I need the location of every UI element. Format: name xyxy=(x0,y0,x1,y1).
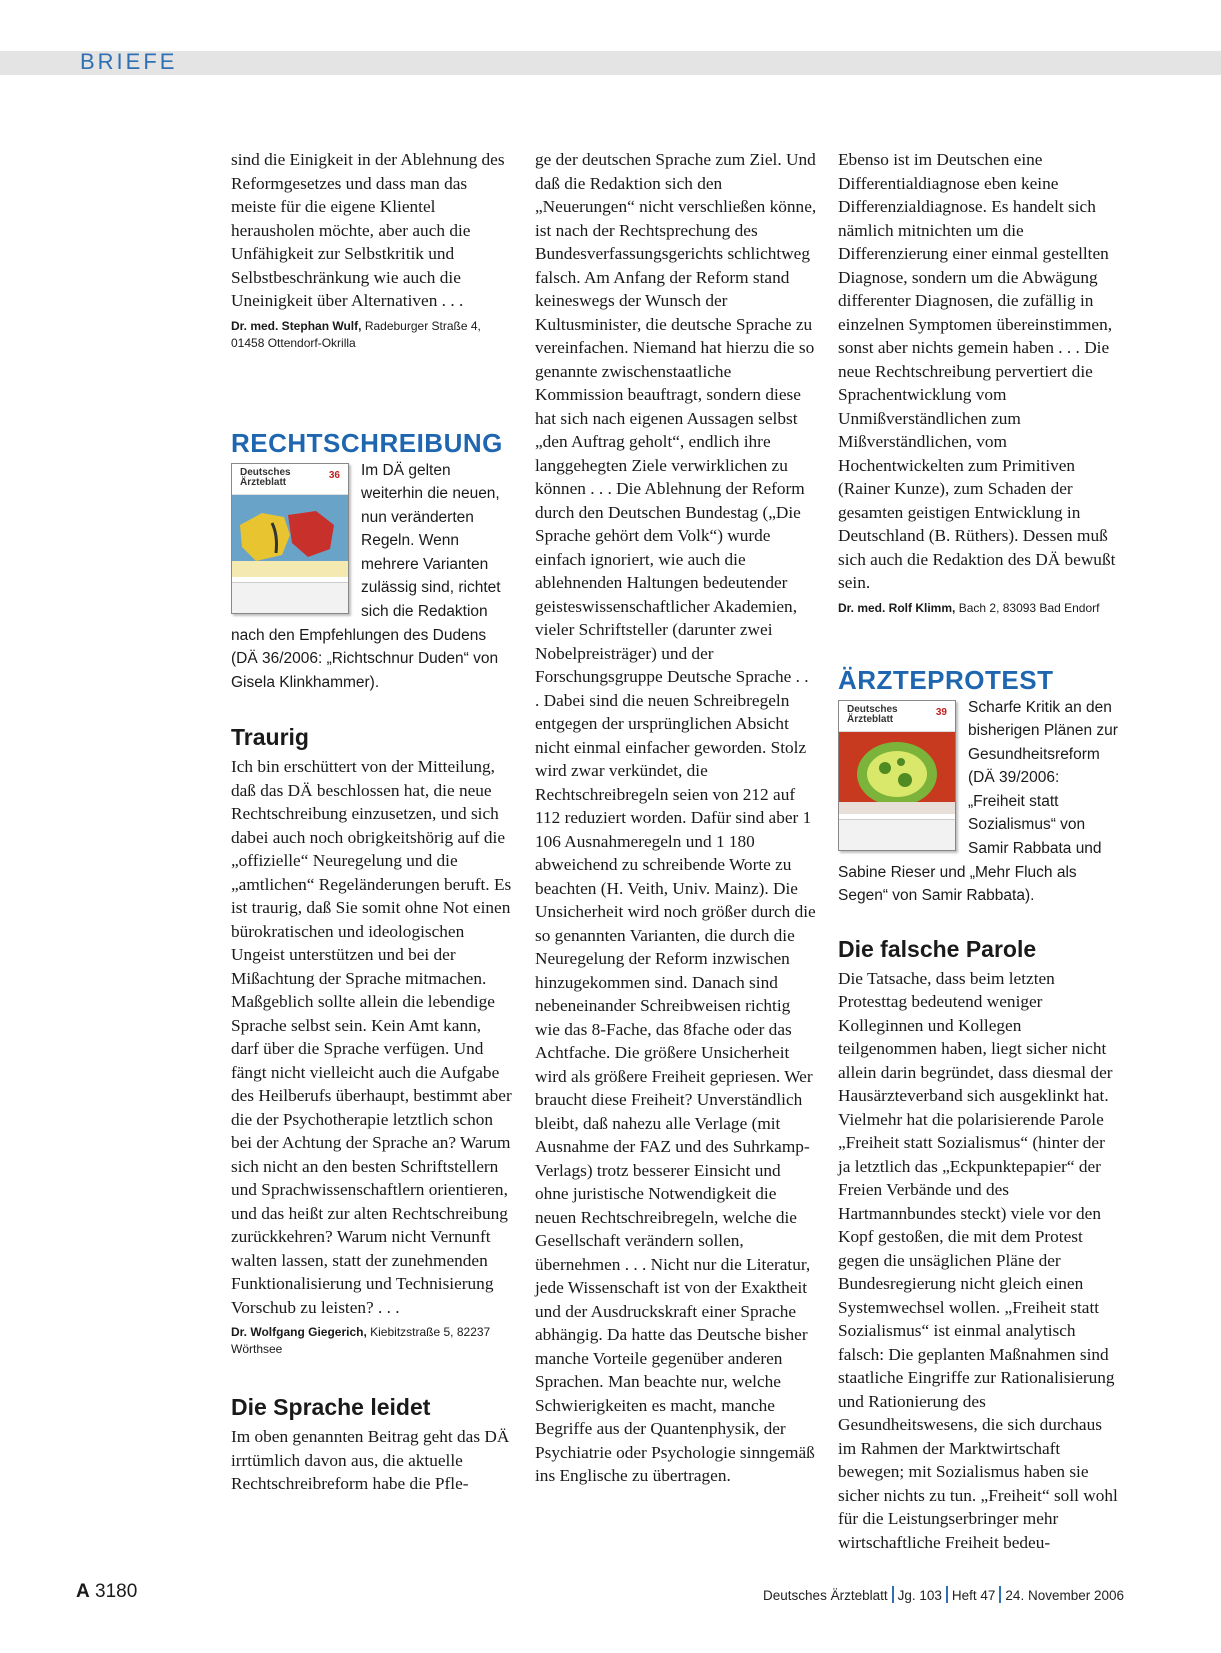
signature-address: Kiebitzstraße 5, 82237 Wörthsee xyxy=(231,1325,491,1357)
header-bar xyxy=(0,51,1221,75)
section-label: BRIEFE xyxy=(80,49,178,74)
column-2 xyxy=(535,148,817,1488)
letter-body-continuation: Ebenso ist im Deutschen eine Differentialdiagnose eben keine Differenzialdiagnose. Es handelt sich nämlich mitnichten um die Differenzierung einer einmal gestellten Diagnose, sondern um die Abwägung differenter Diagnosen, die zufällig in einzelnen Symptomen übereinstimmen, sonst aber nichts gemein haben . . . Die neue Rechtschreibung pervertiert die Sprachentwicklung vom Unmißverständlichen zum Mißverständlichen, vom Hochentwickelten zum Primitiven (Rainer Kunze), zum Schaden der gesamten geistigen Entwicklung in Deutschland (B. Rüthers). Dessen muß sich auch die Redaktion des DÄ bewußt sein. xyxy=(838,150,1116,592)
signature-name: Dr. med. Rolf Klimm, xyxy=(838,600,956,615)
journal-volume: Jg. 103 xyxy=(897,1588,942,1603)
journal-issue: Heft 47 xyxy=(951,1588,996,1603)
magazine-cover-thumbnail xyxy=(231,463,349,614)
letter-body-start: Im oben genannten Beitrag geht das DÄ irrtümlich davon aus, die aktuelle Rechtschreibreform habe die Pfle- xyxy=(231,1427,510,1494)
signature-klimm xyxy=(838,600,1120,617)
page-number-value: 3180 xyxy=(95,1581,138,1602)
headline-traurig: Traurig xyxy=(231,724,309,751)
rubric-rechtschreibung: RECHTSCHREIBUNG xyxy=(231,427,503,458)
intro-text: Scharfe Kritik an den bisherigen Plänen zur Gesundheitsreform (DÄ 39/2006: „Freiheit statt Sozialismus“ von Samir Rabbata und Sabine Rieser und „Mehr Fluch als Segen“ von Samir Rabbata). xyxy=(838,698,1118,905)
cover-title: Deutsches Ärzteblatt xyxy=(240,466,291,488)
headline-falsche-parole: Die falsche Parole xyxy=(838,935,1037,962)
signature-address: Bach 2, 83093 Bad Endorf xyxy=(958,600,1100,615)
page-number xyxy=(76,1581,137,1603)
intro-block xyxy=(838,696,1120,908)
cover-cell-image xyxy=(839,732,955,814)
cover-map-image xyxy=(232,495,348,577)
signature-giegerich xyxy=(231,1324,513,1358)
letter-body-continuation: ge der deutschen Sprache zum Ziel. Und daß die Redaktion sich den „Neuerungen“ nicht verschließen könne, ist nach der Rechtsprechung des Bundesverfassungsgerichts schlichtweg falsch. Am Anfang der Reform stand keineswegs der Wunsch der Kultusminister, die deutsche Sprache zu vereinfachen. Niemand hat hierzu die so genannte zwischenstaatliche Kommission beauftragt, sondern diese hat sich nach eigenen Aussagen selbst „den Auftrag geholt“, endlich ihre langgehegten Ziele verwirklichen zu können . . . Die Ablehnung der Reform durch den Deutschen Bundestag („Die Sprache gehört dem Volk“) wurde einfach ignoriert, wie auch die ablehnenden Haltungen bedeutender geisteswissenschaftlicher Akademien, vieler Schriftsteller (darunter zwei Nobelpreisträger) und der Forschungsgruppe Deutsche Sprache . . . Dabei sind die neuen Schreibregeln entgegen der ursprünglichen Absicht nicht einmal einfacher geworden. Stolz wird zwar verkündet, die Rechtschreibregeln seien von 212 auf 112 reduziert worden. Dafür sind aber 1 106 Ausnahmeregeln und 1 180 abweichend zu schreibende Worte zu beachten (H. Veith, Univ. Mainz). Die Unsicherheit wird noch größer durch die so genannten Varianten, die durch die Neuregelung der Reform inzwischen hinzugekommen sind. Danach sind nebeneinander Schreibweisen richtig wie das 8-Fache, das 8fache oder das Achtfache. Die größere Unsicherheit wird als größere Freiheit gepriesen. Wer braucht diese Freiheit? Unverständlich bleibt, daß nahezu alle Verlage (mit Ausnahme der FAZ und des Suhrkamp-Verlags) trotz besserer Einsicht und ohne juristische Notwendigkeit die neuen Rechtschreibregeln, welche die Gesellschaft verändern sollen, übernehmen . . . Nicht nur die Literatur, jede Wissenschaft ist von der Exaktheit und der Ausdruckskraft einer Sprache abhängig. Da hatte das Deutsche bisher manche Vorteile gegenüber anderen Sprachen. Man beachte nur, welche Schwierigkeiten es macht, manche Begriffe aus der Quantenphysik, der Psychiatrie oder Psychologie sinngemäß ins Englische zu übertragen. xyxy=(535,150,817,1485)
signature-wulf xyxy=(231,318,513,352)
separator xyxy=(892,1586,894,1603)
column-1 xyxy=(231,148,513,1496)
cover-title: Deutsches Ärzteblatt xyxy=(847,703,898,725)
signature-name: Dr. med. Stephan Wulf, xyxy=(231,318,362,333)
cover-issue: 39 xyxy=(935,706,947,718)
intro-block xyxy=(231,459,513,695)
cover-issue: 36 xyxy=(328,469,340,481)
rubric-aerzteprotest: ÄRZTEPROTEST xyxy=(838,664,1054,695)
separator xyxy=(999,1586,1001,1603)
signature-name: Dr. Wolfgang Giegerich, xyxy=(231,1325,367,1340)
journal-name: Deutsches Ärzteblatt xyxy=(763,1588,888,1603)
letter-body: Die Tatsache, dass beim letzten Protesttag bedeutend weniger Kolleginnen und Kollegen teilgenommen haben, liegt sicher nicht allein darin begründet, dass diesmal der Hausärzteverband sich ausgeklinkt hat. Vielmehr hat die polarisierende Parole „Freiheit statt Sozialismus“ (hinter der ja letztlich das „Eckpunktepapier“ der Freien Verbände und des Hartmannbundes steckt) viele vor den Kopf gestoßen, die mit dem Protest gegen die unsäglichen Pläne der Bundesregierung nicht gleich einen Systemwechsel wollen. „Freiheit statt Sozialismus“ ist einmal analytisch falsch: Die geplanten Maßnahmen sind staatliche Eingriffe zur Rationalisierung und Rationierung des Gesundheitswesens, die sich durchaus im Rahmen der Marktwirtschaft bewegen; mit Sozialismus haben sie sicher nichts zu tun. „Freiheit“ soll wohl für die Leistungserbringer mehr wirtschaftliche Freiheit bedeu- xyxy=(838,968,1118,1552)
journal-citation xyxy=(763,1586,1124,1603)
column-3 xyxy=(838,148,1120,1554)
letter-body: Ich bin erschüttert von der Mitteilung, daß das DÄ beschlossen hat, die neue Rechtschreibung einzusetzen, und sich dabei auch noch obrigkeitshörig auf die „offizielle“ Neuregelung und die „amtlichen“ Regeländerungen beruft. Es ist traurig, daß Sie somit ohne Not einen bürokratischen und ideologischen Ungeist unterstützen und bei der Mißachtung der Sprache mitmachen. Maßgeblich sollte allein die lebendige Sprache selbst sein. Kein Amt kann, darf über die Sprache verfügen. Und fängt nicht vielleicht auch die Aufgabe des Heilberufs überhaupt, bestimmt aber die der Psychotherapie letztlich schon bei der Achtung der Sprache an? Warum sich nicht an den besten Schriftstellern und Sprachwissenschaftlern orientieren, und das heißt zur alten Rechtschreibung zurückkehren? Warum nicht Vernunft walten lassen, statt der zunehmenden Funktionalisierung und Technisierung Vorschub zu leisten? . . . xyxy=(231,757,512,1317)
signature-address: Radeburger Straße 4, 01458 Ottendorf-Okrilla xyxy=(231,318,481,350)
magazine-cover-thumbnail xyxy=(838,700,956,851)
page-prefix: A xyxy=(76,1581,90,1602)
intro-text: Im DÄ gelten weiterhin die neuen, nun veränderten Regeln. Wenn mehrere Varianten zulässig sind, richtet sich die Redaktion nach den Empfehlungen des Dudens (DÄ 36/2006: „Richtschnur Duden“ von Gisela Klinkhammer). xyxy=(231,461,501,691)
separator xyxy=(946,1586,948,1603)
letter-continuation: sind die Einigkeit in der Ablehnung des Reformgesetzes und dass man das meiste für die eigene Klientel herausholen möchte, aber auch die Unfähigkeit zur Selbstkritik und Selbstbeschränkung wie auch die Uneinigkeit über Alternativen . . . xyxy=(231,150,505,310)
journal-date: 24. November 2006 xyxy=(1005,1588,1124,1603)
headline-sprache-leidet: Die Sprache leidet xyxy=(231,1394,431,1421)
